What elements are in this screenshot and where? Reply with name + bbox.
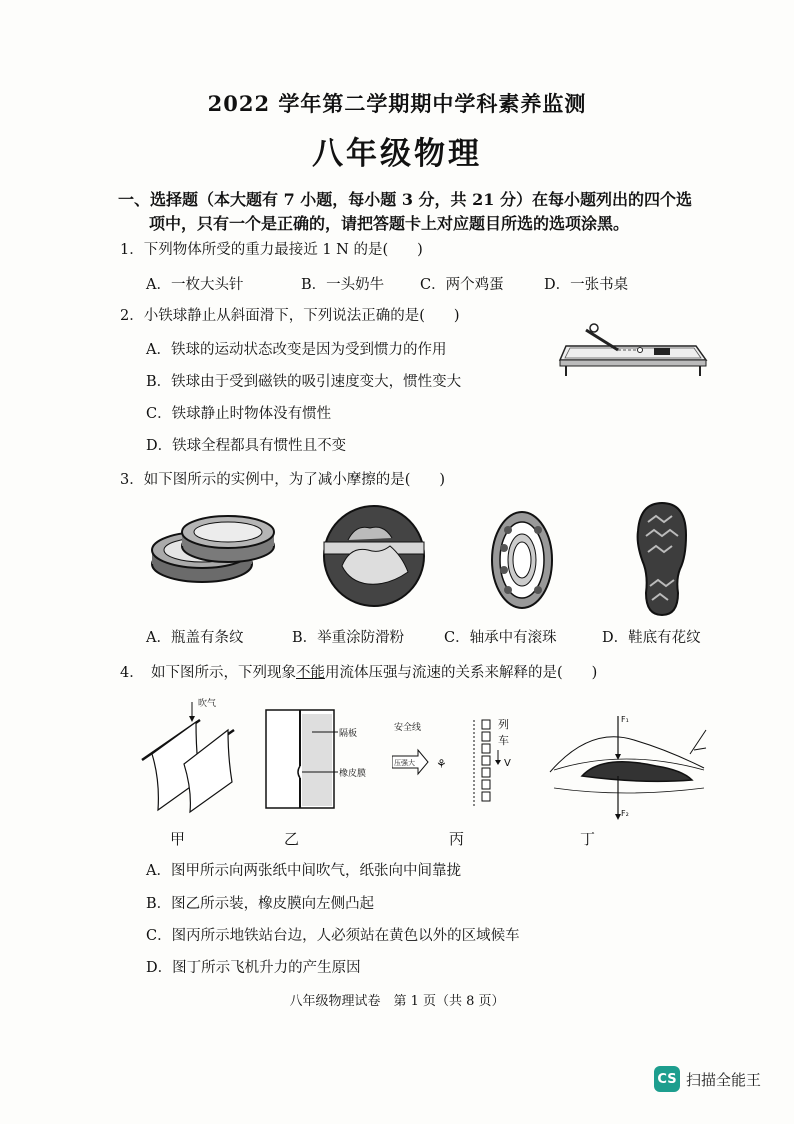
question-1-option-c: C．两个鸡蛋 [420, 277, 504, 293]
question-3-option-b: B．举重涂防滑粉 [292, 630, 405, 646]
bottle-cap-image [148, 506, 280, 598]
figure-caption-jia: 甲 [170, 830, 186, 848]
question-4-option-d: D．图丁所示飞机升力的产生原因 [146, 960, 361, 976]
question-2-stem: 2．小铁球静止从斜面滑下，下列说法正确的是( ) [120, 308, 460, 324]
train-label-1: 列 [498, 718, 509, 731]
figure-yi-container [262, 706, 380, 812]
question-3-option-c: C．轴承中有滚珠 [444, 630, 557, 646]
question-3-option-a: A．瓶盖有条纹 [146, 630, 244, 646]
figure-jia-paper-sheets [136, 694, 246, 818]
f2-label: F₂ [621, 809, 629, 818]
ramp-table-figure [556, 316, 712, 378]
figure-caption-ding: 丁 [580, 830, 596, 848]
exam-header-title: 2022 学年第二学期期中学科素养监测 [207, 91, 587, 116]
question-1-stem: 1．下列物体所受的重力最接近 1 N 的是( ) [120, 242, 423, 258]
figure-bing-platform [392, 714, 522, 812]
person-icon: ⚘ [436, 757, 447, 771]
membrane-label: 橡皮膜 [339, 769, 367, 779]
question-2-option-d: D．铁球全程都具有惯性且不变 [146, 438, 347, 454]
blow-label: 吹气 [198, 699, 217, 709]
question-2-option-c: C．铁球静止时物体没有惯性 [146, 406, 332, 422]
question-1-option-a: A．一枚大头针 [146, 277, 244, 293]
question-4-option-a: A．图甲所示向两张纸中间吹气，纸张向中间靠拢 [146, 863, 461, 879]
figure-ding-airfoil [544, 710, 716, 822]
question-1-option-b: B．一头奶牛 [301, 277, 385, 293]
question-2-option-b: B．铁球由于受到磁铁的吸引速度变大，惯性变大 [146, 374, 462, 390]
scanner-logo-icon: CS [654, 1066, 680, 1092]
safety-line-label: 安全线 [394, 723, 422, 733]
section-heading-line2: 项中，只有一个是正确的，请把答题卡上对应题目所选的选项涂黑。 [149, 214, 630, 233]
ball-bearing-image [478, 508, 562, 612]
question-4-emphasis: 不能 [295, 665, 325, 681]
question-1-option-d: D．一张书桌 [544, 277, 629, 293]
scanner-watermark [654, 1066, 761, 1092]
shoe-sole-image [634, 500, 690, 618]
question-2-option-a: A．铁球的运动状态改变是因为受到惯力的作用 [146, 342, 447, 358]
partition-label: 隔板 [339, 729, 358, 739]
question-4-option-b: B．图乙所示装，橡皮膜向左侧凸起 [146, 896, 375, 912]
question-4-stem: 4． 如下图所示，下列现象不能用流体压强与流速的关系来解释的是( ) [120, 665, 598, 681]
weightlifter-hands-image [318, 504, 430, 608]
f1-label: F₁ [621, 715, 629, 724]
question-4-option-c: C．图丙所示地铁站台边，人必须站在黄色以外的区域候车 [146, 928, 520, 944]
section-heading-line1: 一、选择题（本大题有 7 小题，每小题 3 分，共 21 分）在每小题列出的四个选 [118, 190, 692, 209]
exam-subject-title: 八年级物理 [312, 136, 482, 172]
page-footer: 八年级物理试卷 第 1 页（共 8 页） [289, 994, 505, 1009]
figure-caption-bing: 丙 [449, 830, 465, 848]
velocity-label: V [504, 758, 511, 769]
train-label-2: 车 [498, 734, 509, 747]
question-3-option-d: D．鞋底有花纹 [602, 630, 701, 646]
pressure-label: 压强大 [394, 759, 415, 767]
figure-caption-yi: 乙 [284, 830, 300, 848]
scanner-name: 扫描全能王 [686, 1070, 762, 1089]
question-3-stem: 3．如下图所示的实例中，为了减小摩擦的是( ) [120, 472, 446, 488]
